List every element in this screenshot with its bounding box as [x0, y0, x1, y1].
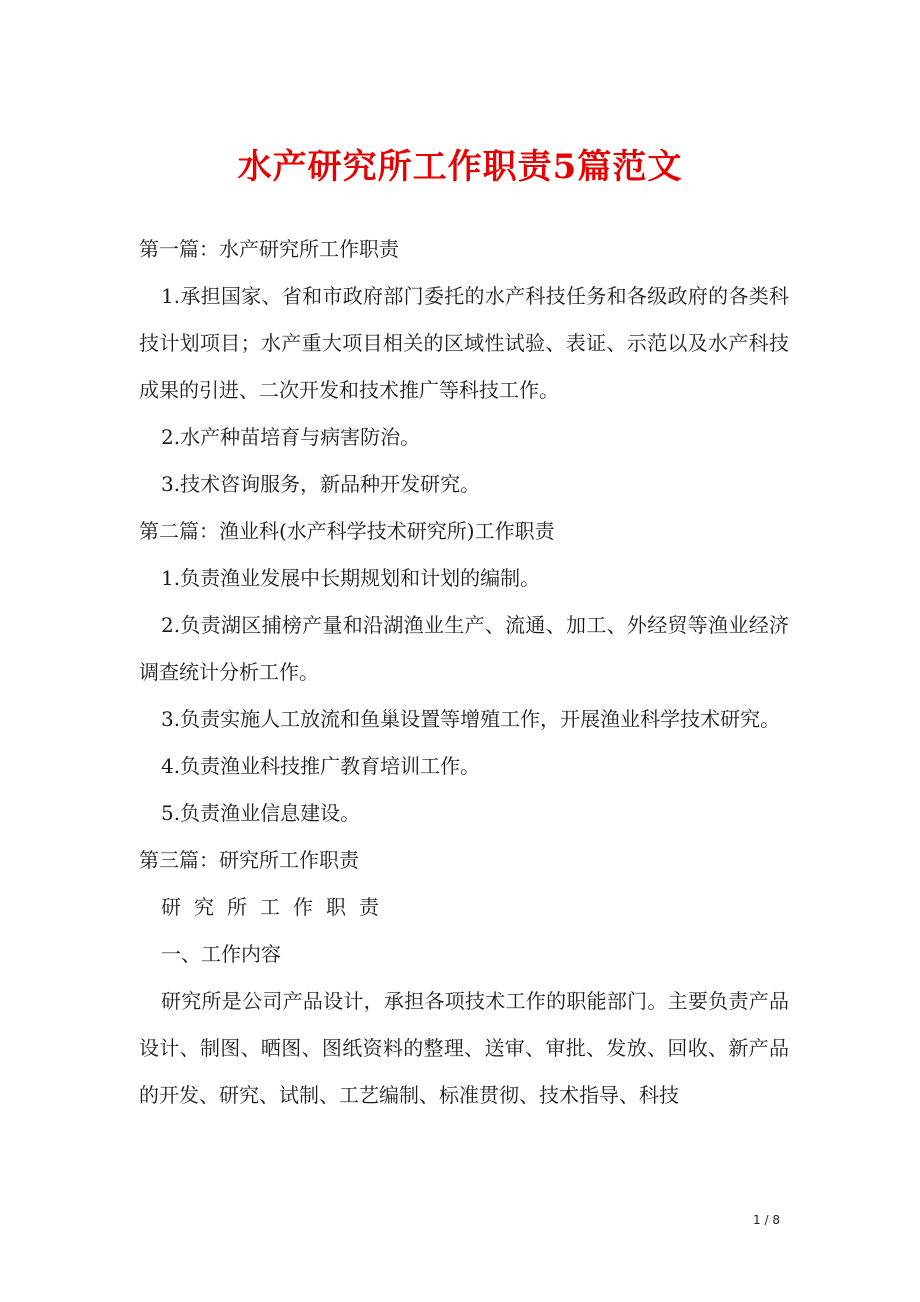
body-paragraph: 1.承担国家、省和市政府部门委托的水产科技任务和各级政府的各类科技计划项目；水产重大项目相关的区域性试验、表证、示范以及水产科技成果的引进、二次开发和技术推广等科技工作。 [139, 284, 789, 402]
body-paragraph: 3.负责实施人工放流和鱼巢设置等增殖工作，开展渔业科学技术研究。 [161, 707, 781, 731]
document-title: 水产研究所工作职责5篇范文 [237, 147, 683, 187]
section-heading: 第一篇：水产研究所工作职责 [139, 237, 399, 261]
body-paragraph: 2.负责湖区捕榜产量和沿湖渔业生产、流通、加工、外经贸等渔业经济调查统计分析工作。 [139, 613, 789, 684]
body-paragraph: 5.负责渔业信息建设。 [161, 801, 361, 825]
body-paragraph: 研究所是公司产品设计，承担各项技术工作的职能部门。主要负责产品设计、制图、晒图、图纸资料的整理、送审、审批、发放、回收、新产品的开发、研究、试制、工艺编制、标准贯彻、技术指导、科技 [139, 989, 789, 1107]
body-paragraph: 2.水产种苗培育与病害防治。 [161, 425, 421, 449]
body-paragraph: 1.负责渔业发展中长期规划和计划的编制。 [161, 566, 541, 590]
body-paragraph: 一、工作内容 [161, 942, 281, 966]
body-paragraph: 研究所工作职责 [161, 895, 392, 919]
document-body [139, 226, 789, 1119]
page-number: 1 / 8 [753, 1213, 780, 1227]
body-paragraph: 4.负责渔业科技推广教育培训工作。 [161, 754, 481, 778]
section-heading: 第三篇：研究所工作职责 [139, 848, 359, 872]
body-paragraph: 3.技术咨询服务，新品种开发研究。 [161, 472, 481, 496]
section-heading: 第二篇：渔业科(水产科学技术研究所)工作职责 [139, 519, 555, 543]
